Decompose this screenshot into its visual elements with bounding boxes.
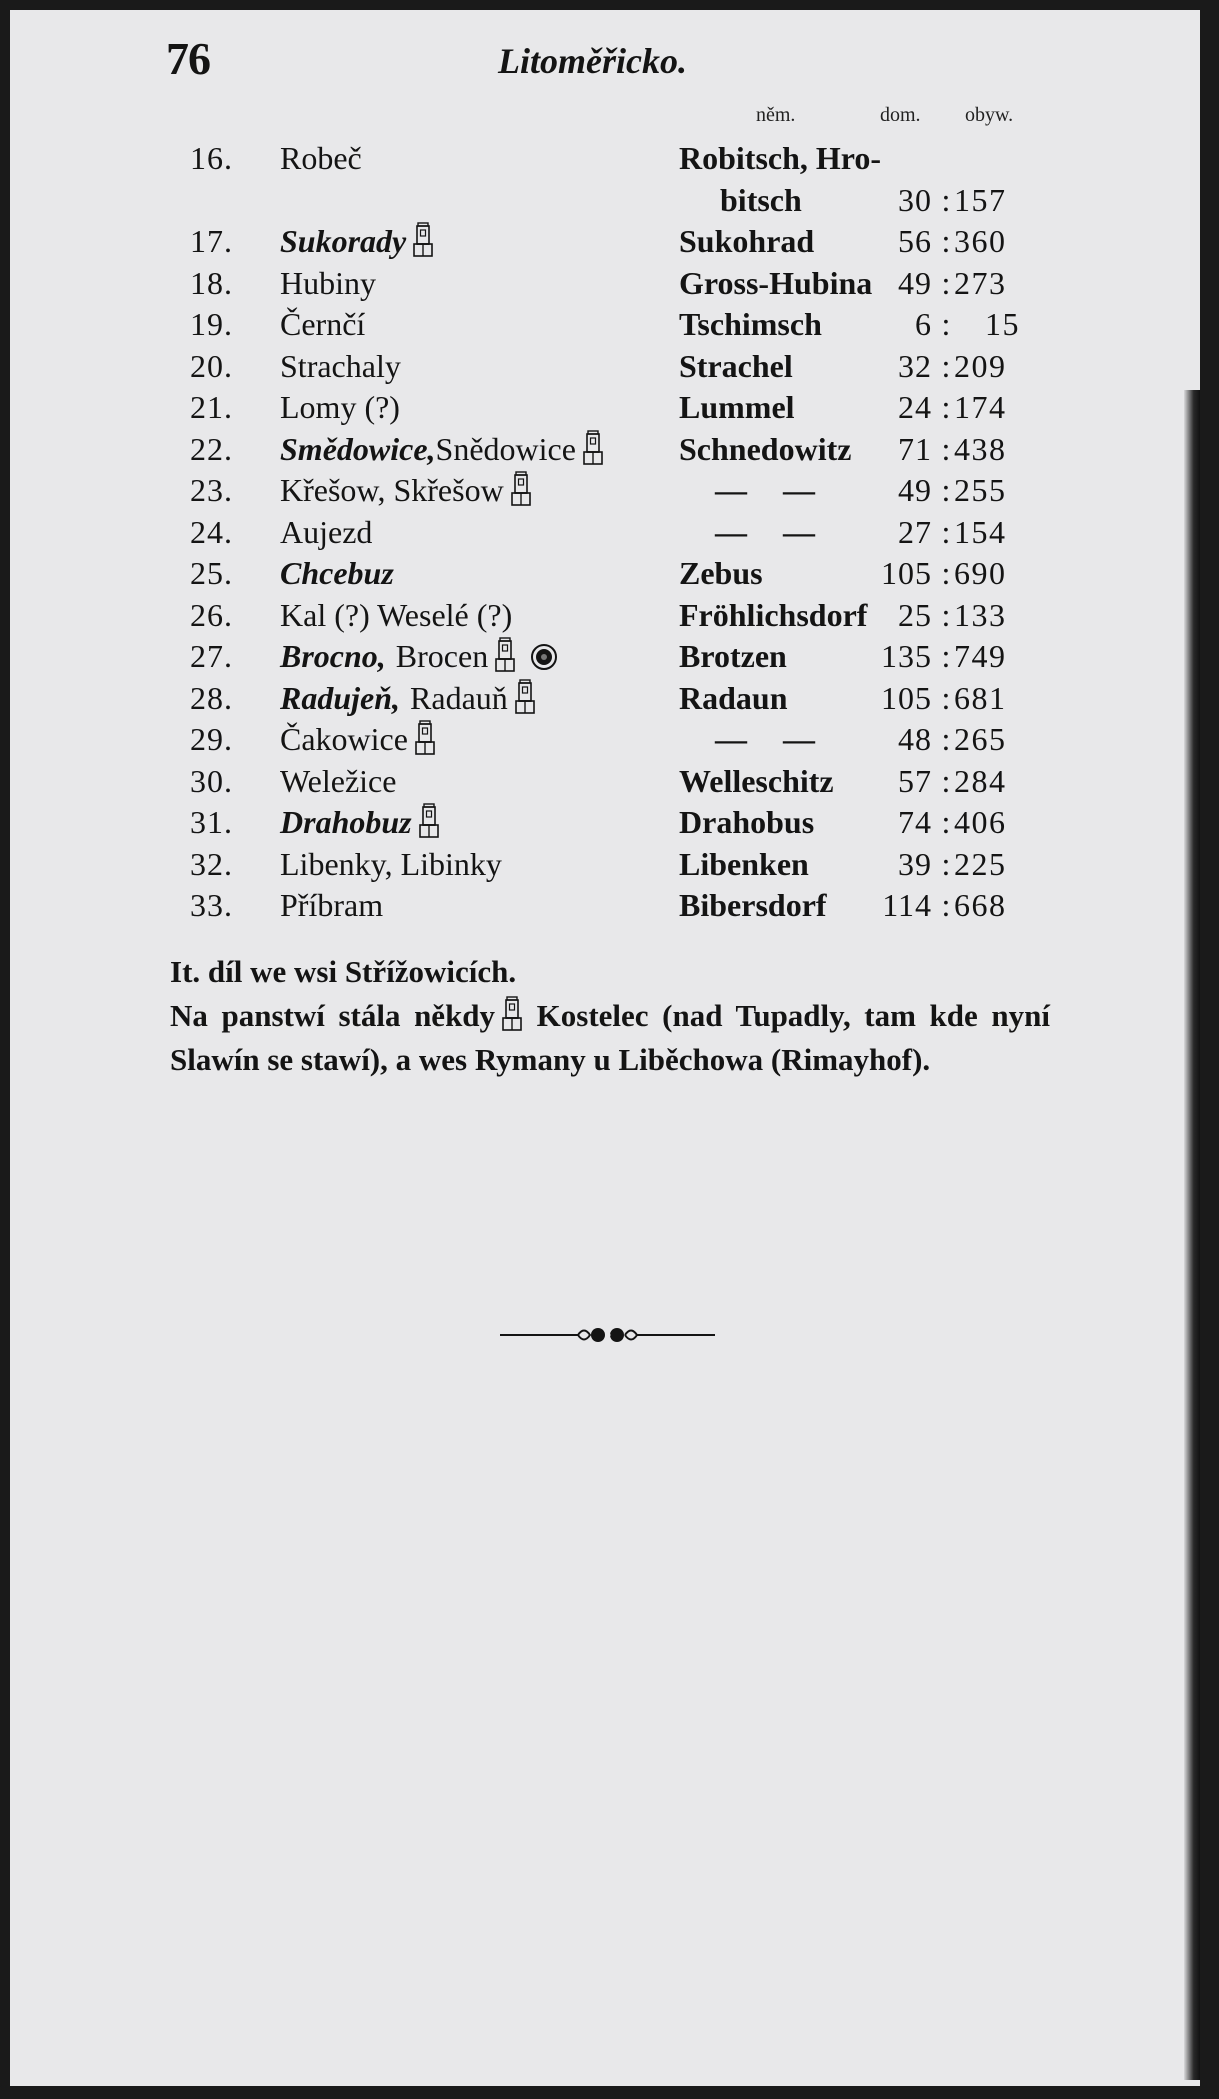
czech-name-primary: Weležice <box>280 762 397 799</box>
inhabitants-count: 133 <box>954 596 1007 633</box>
czech-name-primary: Sukorady <box>280 223 407 259</box>
czech-name-primary: Robeč <box>280 140 362 176</box>
czech-name-primary: Černčí <box>280 306 366 342</box>
houses-count: 49 <box>898 264 932 301</box>
note-text-before: Na panstwí stála někdy <box>170 998 496 1033</box>
german-name: Sukohrad <box>679 223 815 259</box>
row-number: 25. <box>190 555 233 591</box>
note-text-after: Kostelec (nad Tupadly, tam kde nyní Slawín se stawí), a wes Rymany u Liběchowa (Rimayhof). <box>170 998 1050 1077</box>
inhabitants-count: 690 <box>954 555 1007 591</box>
row-number: 28. <box>190 679 233 716</box>
houses-count: 56 <box>898 223 932 259</box>
page-number: 76 <box>166 33 210 84</box>
ratio-colon: : <box>941 181 951 218</box>
ratio-colon: : <box>941 472 951 508</box>
ratio-colon: : <box>941 555 951 591</box>
czech-name-primary: Křešow, Skřešow <box>280 472 504 508</box>
row-number: 24. <box>190 513 233 550</box>
inhabitants-count: 273 <box>954 264 1007 301</box>
inhabitants-count: 225 <box>954 845 1007 882</box>
table-row <box>190 885 1070 927</box>
table-row <box>190 470 1070 512</box>
ratio-colon: : <box>941 887 951 923</box>
row-number: 23. <box>190 472 233 508</box>
czech-name <box>280 304 365 346</box>
castle-icon <box>514 679 536 715</box>
table-row <box>190 719 1070 761</box>
table-row <box>190 429 1070 471</box>
row-number: 21. <box>190 389 233 425</box>
czech-name-primary: Hubiny <box>280 264 376 301</box>
row-number: 27. <box>190 638 233 674</box>
table-row <box>190 636 1070 678</box>
czech-name <box>280 221 434 263</box>
czech-name-primary: Smědowice, <box>280 430 436 467</box>
row-number: 32. <box>190 845 233 882</box>
houses-count: 105 <box>881 679 932 716</box>
table-row <box>190 138 1070 180</box>
table-row <box>190 844 1070 886</box>
note-line-1: It. díl we wsi Střížowicích. <box>170 954 517 989</box>
german-name: Radaun <box>679 679 788 716</box>
inhabitants-count: 157 <box>954 181 1007 218</box>
row-number: 26. <box>190 596 233 633</box>
castle-icon <box>494 637 516 673</box>
page-edge-shadow <box>1184 390 1200 2080</box>
table-row <box>190 761 1070 803</box>
houses-count: 27 <box>898 513 932 550</box>
inhabitants-count: 360 <box>954 223 1007 259</box>
czech-name-primary: Aujezd <box>280 513 373 550</box>
czech-name-primary: Radujeň, <box>280 679 401 716</box>
table-row <box>190 512 1070 554</box>
ratio-colon: : <box>941 223 951 259</box>
czech-name <box>280 761 396 803</box>
houses-count: 30 <box>898 181 932 218</box>
german-name: Brotzen <box>679 638 787 674</box>
czech-name-variant: Radauň <box>410 679 508 716</box>
ratio-colon: : <box>941 306 951 342</box>
row-number: 19. <box>190 306 233 342</box>
inhabitants-count: 681 <box>954 679 1007 716</box>
german-name: — — <box>715 472 829 508</box>
inhabitants-count: 284 <box>954 762 1007 799</box>
notes <box>170 950 1050 1082</box>
czech-name <box>280 553 394 595</box>
ratio-colon: : <box>941 430 951 467</box>
inhabitants-count: 209 <box>954 347 1007 384</box>
german-name: Robitsch, Hro- <box>679 140 882 176</box>
czech-name-primary: Brocno, <box>280 638 386 674</box>
houses-count: 48 <box>898 721 932 757</box>
castle-icon <box>582 430 604 466</box>
houses-count: 57 <box>898 762 932 799</box>
houses-count: 25 <box>898 596 932 633</box>
castle-icon <box>418 803 440 839</box>
ratio-colon: : <box>941 721 951 757</box>
german-name: Fröhlichsdorf <box>679 596 868 633</box>
table-row <box>190 802 1070 844</box>
german-name: Strachel <box>679 347 793 384</box>
czech-name-variant: Snědowice <box>435 430 576 467</box>
inhabitants-count: 255 <box>954 472 1007 508</box>
inhabitants-count: 154 <box>954 513 1007 550</box>
row-number: 16. <box>190 140 233 176</box>
czech-name-primary: Strachaly <box>280 347 401 384</box>
row-number: 33. <box>190 887 233 923</box>
row-number: 29. <box>190 721 233 757</box>
german-name: bitsch <box>720 181 802 218</box>
czech-name <box>280 429 604 471</box>
german-name: Schnedowitz <box>679 430 852 467</box>
column-header-german: něm. <box>756 104 796 126</box>
table-row <box>190 553 1070 595</box>
castle-icon <box>414 720 436 756</box>
inhabitants-count: 438 <box>954 430 1007 467</box>
houses-count: 135 <box>881 638 932 674</box>
german-name: Libenken <box>679 845 809 882</box>
german-name: — — <box>715 721 829 757</box>
german-name: Tschimsch <box>679 306 822 342</box>
czech-name <box>280 844 502 886</box>
seat-circle-icon <box>530 640 558 668</box>
row-number: 17. <box>190 223 233 259</box>
houses-count: 74 <box>898 804 932 840</box>
houses-count: 6 <box>915 306 932 342</box>
czech-name <box>280 387 400 429</box>
ratio-colon: : <box>941 596 951 633</box>
running-title: Litoměřicko. <box>498 41 687 81</box>
czech-name-variant: Brocen <box>395 638 489 674</box>
page-header <box>158 32 1058 92</box>
table-row <box>190 263 1070 305</box>
note-line-2 <box>170 994 1050 1082</box>
fleuron-ornament <box>500 1320 715 1350</box>
table-row <box>190 180 1070 222</box>
czech-name-primary: Příbram <box>280 887 384 923</box>
czech-name-primary: Drahobuz <box>280 804 412 840</box>
ratio-colon: : <box>941 638 951 674</box>
castle-icon <box>510 471 532 507</box>
german-name: Zebus <box>679 555 763 591</box>
german-name: Gross-Hubina <box>679 264 873 301</box>
czech-name <box>280 595 512 637</box>
houses-count: 32 <box>898 347 932 384</box>
czech-name-primary: Chcebuz <box>280 555 394 591</box>
german-name: Drahobus <box>679 804 815 840</box>
houses-count: 114 <box>882 887 932 923</box>
row-number: 20. <box>190 347 233 384</box>
castle-icon <box>412 222 434 258</box>
castle-icon <box>501 996 523 1032</box>
german-name: Bibersdorf <box>679 887 827 923</box>
book-page <box>10 10 1200 2086</box>
column-header-inhabitants: obyw. <box>965 104 1014 126</box>
ratio-colon: : <box>941 762 951 799</box>
table-row <box>190 387 1070 429</box>
czech-name <box>280 636 558 678</box>
ratio-colon: : <box>941 804 951 840</box>
ratio-colon: : <box>941 513 951 550</box>
inhabitants-count: 265 <box>954 721 1007 757</box>
ratio-colon: : <box>941 347 951 384</box>
ratio-colon: : <box>941 679 951 716</box>
ratio-colon: : <box>941 389 951 425</box>
houses-count: 71 <box>898 430 932 467</box>
table-row <box>190 678 1070 720</box>
houses-count: 49 <box>898 472 932 508</box>
czech-name-primary: Kal (?) Weselé (?) <box>280 596 513 633</box>
ratio-colon: : <box>941 264 951 301</box>
row-number: 18. <box>190 264 233 301</box>
czech-name-primary: Čakowice <box>280 721 408 757</box>
czech-name <box>280 470 532 512</box>
inhabitants-count: 749 <box>954 638 1007 674</box>
houses-count: 39 <box>898 845 932 882</box>
czech-name <box>280 263 376 305</box>
inhabitants-count: 406 <box>954 804 1007 840</box>
czech-name <box>280 719 436 761</box>
column-header-houses: dom. <box>880 104 921 126</box>
village-table <box>190 138 1070 927</box>
row-number: 22. <box>190 430 233 467</box>
row-number: 31. <box>190 804 233 840</box>
czech-name <box>280 512 372 554</box>
czech-name <box>280 678 536 720</box>
german-name: Welleschitz <box>679 762 834 799</box>
inhabitants-count: 174 <box>954 389 1007 425</box>
ratio-colon: : <box>941 845 951 882</box>
inhabitants-count: 15 <box>985 306 1020 342</box>
czech-name <box>280 138 362 180</box>
german-name: Lummel <box>679 389 795 425</box>
table-row <box>190 595 1070 637</box>
czech-name-primary: Libenky, Libinky <box>280 845 502 882</box>
czech-name <box>280 346 401 388</box>
czech-name-primary: Lomy (?) <box>280 389 400 425</box>
table-row <box>190 346 1070 388</box>
table-row <box>190 221 1070 263</box>
table-row <box>190 304 1070 346</box>
german-name: — — <box>715 513 829 550</box>
houses-count: 105 <box>881 555 932 591</box>
inhabitants-count: 668 <box>954 887 1007 923</box>
houses-count: 24 <box>898 389 932 425</box>
czech-name <box>280 802 440 844</box>
row-number: 30. <box>190 762 233 799</box>
czech-name <box>280 885 383 927</box>
